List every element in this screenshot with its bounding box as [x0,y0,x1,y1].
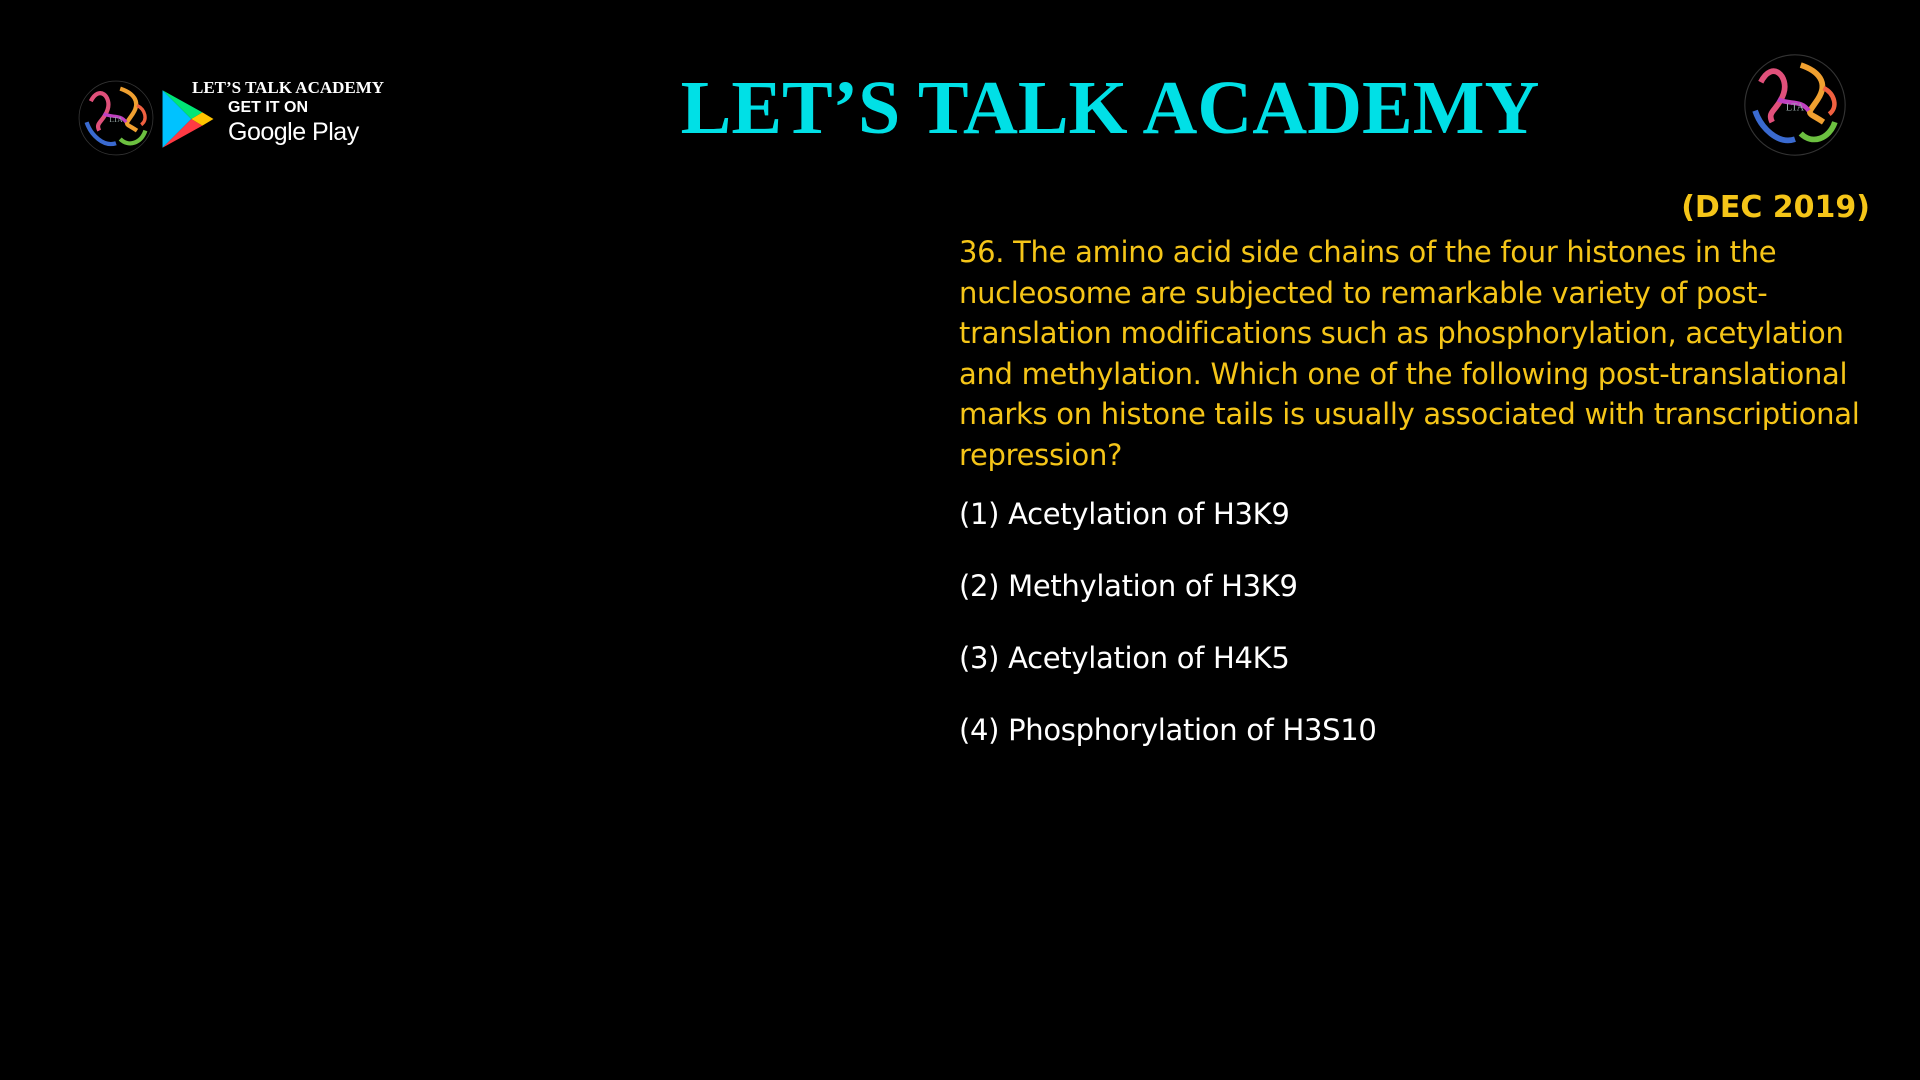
question-text: 36. The amino acid side chains of the four histones in the nucleosome are subjected to remarkable variety of post-translation modifications such as phosphorylation, acetylation and methylation. Which one of the following post-translational marks on histone tails is usually associated with transcriptional repression? [959,235,1860,472]
answer-option-1[interactable]: (1) Acetylation of H3K9 [959,497,1290,531]
google-play-badge[interactable] [160,78,420,158]
answer-option-2[interactable]: (2) Methylation of H3K9 [959,569,1298,603]
svg-text:LTA: LTA [1785,102,1805,114]
page-title: LET’S TALK ACADEMY [680,66,1540,150]
exam-session-label: (DEC 2019) [1681,190,1870,225]
svg-text:LTA: LTA [109,115,123,125]
protein-ribbon-icon [74,76,158,160]
badge-academy-label: LET’S TALK ACADEMY [192,78,385,97]
academy-logo-left [74,76,158,160]
badge-store-name: Google Play [228,118,359,146]
answer-option-3[interactable]: (3) Acetylation of H4K5 [959,641,1290,675]
protein-ribbon-icon [1738,48,1852,162]
badge-get-it-on-label: GET IT ON [228,99,308,116]
academy-logo-right [1738,48,1852,162]
answer-option-4[interactable]: (4) Phosphorylation of H3S10 [959,713,1377,747]
